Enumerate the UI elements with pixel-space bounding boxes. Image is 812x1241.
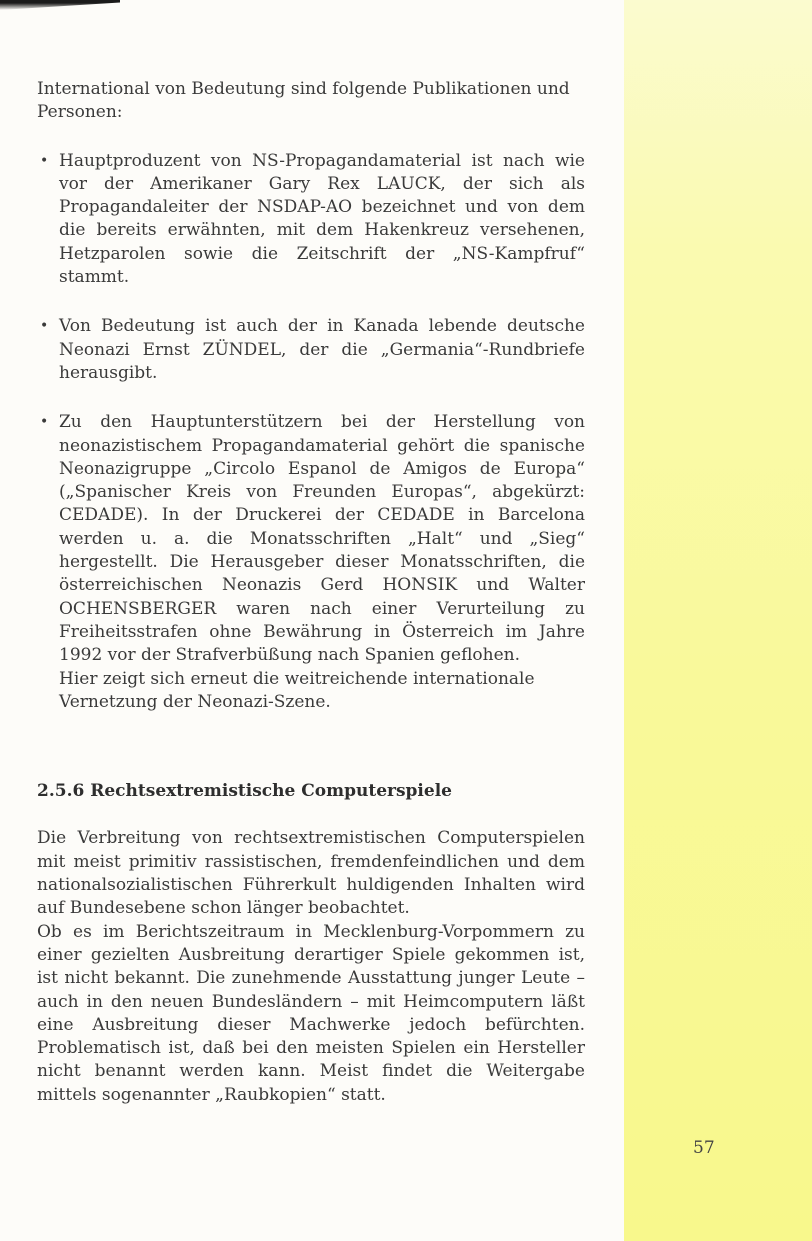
page-number: 57 xyxy=(693,1138,715,1158)
section-paragraph-1: Die Verbreitung von rechtsextremistischen Computerspielen mit meist primitiv rassistischen, fremdenfeindlichen und dem nationalsozialistischen Führerkult huldigenden Inhalten wird auf Bundesebene schon länger beobachtet. xyxy=(37,828,585,919)
bullet-dot-icon: • xyxy=(40,318,49,335)
list-item xyxy=(37,150,585,290)
bullet-text: Zu den Hauptunterstützern bei der Herstellung von neonazistischem Propagandamaterial gehört die spanische Neonazigruppe „Circolo Espanol de Amigos de Europa“ („Spanischer Kreis von Freunden Europas“, abgekürzt: CEDADE). In der Druckerei der CEDADE in Barcelona werden u. a. die Monatsschriften „Halt“ und „Sieg“ hergestellt. Die Herausgeber dieser Monatsschriften, die österreichischen Neonazis Gerd HONSIK und Walter OCHENSBERGER waren nach einer Verurteilung zu Freiheitsstrafen ohne Bewährung in Österreich im Jahre 1992 vor der Strafverbüßung nach Spanien geflohen. xyxy=(59,412,585,666)
main-text-column xyxy=(37,78,585,1107)
section-paragraph-2: Ob es im Berichtszeitraum in Mecklenburg-Vorpommern zu einer gezielten Ausbreitung derartiger Spiele gekommen ist, ist nicht bekannt. Die zunehmende Ausstattung junger Leute – auch in den neuen Bundesländern – mit Heimcomputern läßt eine Ausbreitung dieser Machwerke jedoch befürchten. Problematisch ist, daß bei den meisten Spielen ein Hersteller nicht benannt werden kann. Meist findet die Weitergabe mittels sogenannter „Raubkopien“ statt. xyxy=(37,921,585,1105)
bullet-text: Hauptproduzent von NS-Propagandamaterial ist nach wie vor der Amerikaner Gary Rex LAUCK, der sich als Propagandaleiter der NSDAP-AO bezeichnet und von dem die bereits erwähnten, mit dem Hakenkreuz versehenen, Hetzparolen sowie die Zeitschrift der „NS-Kampfruf“ stammt. xyxy=(59,150,585,288)
yellow-margin-band xyxy=(624,0,812,1241)
bullet-text: Von Bedeutung ist auch der in Kanada lebende deutsche Neonazi Ernst ZÜNDEL, der die „Germania“-Rundbriefe herausgibt. xyxy=(59,316,585,383)
page-corner-mark xyxy=(0,0,120,10)
bullet-dot-icon: • xyxy=(40,414,49,431)
list-item xyxy=(37,411,585,714)
bullet-dot-icon: • xyxy=(40,152,49,169)
bullet-list xyxy=(37,150,585,715)
section-heading: 2.5.6 Rechtsextremistische Computerspiele xyxy=(37,781,452,802)
list-item xyxy=(37,315,585,385)
bullet-followup-text: Hier zeigt sich erneut die weitreichende internationale Vernetzung der Neonazi-Szene. xyxy=(59,668,535,712)
intro-paragraph: International von Bedeutung sind folgende Publikationen und Personen: xyxy=(37,79,570,123)
